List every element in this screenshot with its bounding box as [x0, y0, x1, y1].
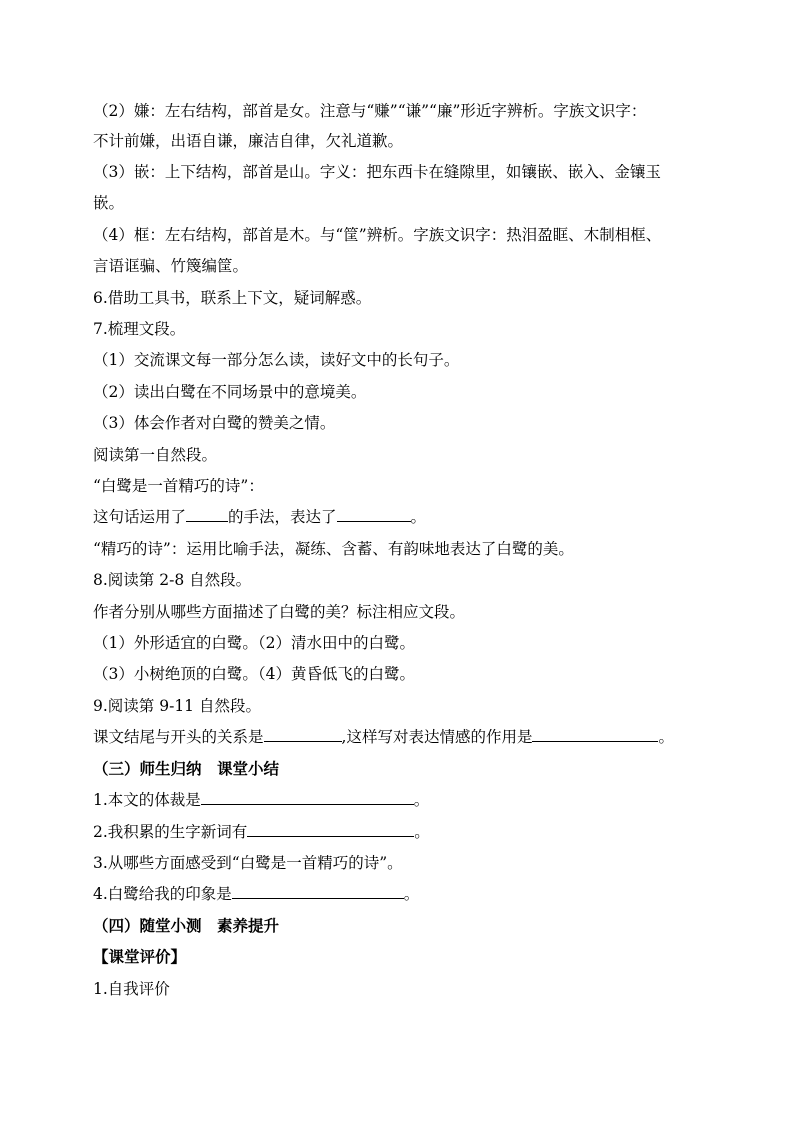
paragraph-line: 阅读第一自然段。	[93, 446, 218, 464]
paragraph-line: 7.梳理文段。	[93, 320, 186, 338]
line-text: 。	[658, 728, 674, 746]
paragraph-line: 6.借助工具书，联系上下文，疑词解惑。	[93, 289, 372, 307]
section-heading: （四）随堂小测 素养提升	[93, 916, 280, 935]
fill-in-line	[93, 822, 704, 842]
line-text: 。	[410, 508, 427, 526]
line-text: 的手法，表达了	[228, 508, 337, 526]
paragraph-line: 1.自我评价	[93, 980, 170, 998]
fill-in-line	[93, 727, 704, 747]
paragraph-line: （1）外形适宜的白鹭。（2）清水田中的白鹭。	[93, 634, 415, 652]
answer-blank[interactable]	[532, 727, 658, 742]
answer-blank[interactable]	[201, 790, 414, 805]
paragraph-line: （2）读出白鹭在不同场景中的意境美。	[93, 383, 367, 401]
line-text: 1.本文的体裁是	[93, 791, 201, 809]
section-heading: （三）师生归纳 课堂小结	[93, 759, 280, 778]
paragraph-line: “白鹭是一首精巧的诗”：	[93, 477, 264, 495]
answer-blank[interactable]	[232, 884, 404, 899]
answer-blank[interactable]	[186, 507, 228, 522]
paragraph-line: 不计前嫌，出语自谦，廉洁自律，欠礼道歉。	[93, 132, 404, 150]
paragraph-line: “精巧的诗”：运用比喻手法，凝练、含蓄、有韵味地表达了白鹭的美。	[93, 540, 574, 558]
line-text: 2.我积累的生字新词有	[93, 823, 248, 841]
paragraph-line: 言语诓骗、竹篾编筐。	[93, 257, 249, 275]
answer-blank[interactable]	[247, 822, 414, 837]
answer-blank[interactable]	[264, 727, 342, 742]
paragraph-line: （2）嫌：左右结构，部首是女。注意与“赚”“谦”“廉”形近字辨析。字族文识字：	[93, 102, 647, 120]
paragraph-line: （4）框：左右结构，部首是木。与“筐”辨析。字族文识字：热泪盈眶、木制相框、	[93, 226, 662, 244]
paragraph-line: （3）体会作者对白鹭的赞美之情。	[93, 414, 336, 432]
paragraph-line: （3）小树绝顶的白鹭。（4）黄昏低飞的白鹭。	[93, 665, 415, 683]
paragraph-line: （1）交流课文每一部分怎么读，读好文中的长句子。	[93, 351, 460, 369]
line-text: 。	[403, 885, 420, 903]
line-text: 课文结尾与开头的关系是	[93, 728, 264, 746]
line-text: 。	[414, 823, 430, 841]
line-text: 。	[413, 791, 430, 809]
paragraph-line: 嵌。	[93, 194, 125, 212]
answer-blank[interactable]	[337, 507, 411, 522]
paragraph-line: 作者分别从哪些方面描述了白鹭的美？标注相应文段。	[93, 603, 466, 621]
fill-in-line	[93, 790, 704, 810]
paragraph-line: （3）嵌：上下结构，部首是山。字义：把东西卡在缝隙里，如镶嵌、嵌入、金镶玉	[93, 163, 661, 181]
paragraph-line: 3.从哪些方面感受到“白鹭是一首精巧的诗”。	[93, 854, 403, 872]
paragraph-line: 9.阅读第 9-11 自然段。	[93, 697, 261, 715]
line-text: 4.白鹭给我的印象是	[93, 885, 232, 903]
fill-in-line	[93, 507, 704, 527]
paragraph-line: 8.阅读第 2-8 自然段。	[93, 571, 252, 589]
line-text: ,这样写对表达情感的作用是	[341, 728, 533, 746]
line-text: 这句话运用了	[93, 508, 187, 526]
fill-in-line	[93, 884, 704, 904]
section-heading: 【课堂评价】	[93, 947, 187, 966]
